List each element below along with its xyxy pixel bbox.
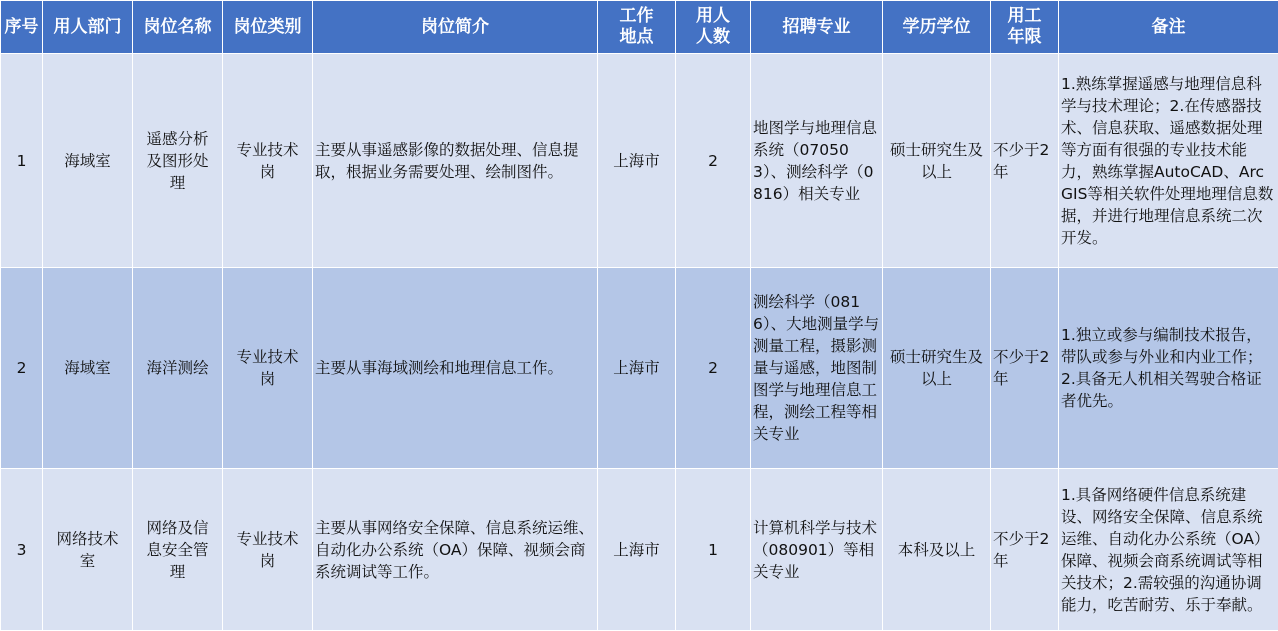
- cell-major: 计算机科学与技术（080901）等相关专业: [751, 469, 883, 631]
- cell-intro: 主要从事网络安全保障、信息系统运维、自动化办公系统（OA）保障、视频会商系统调试等工作。: [313, 469, 598, 631]
- cell-location: 上海市: [598, 54, 676, 268]
- header-row: [1, 1, 1278, 54]
- header-education: 学历学位: [883, 1, 991, 54]
- cell-note: 1.具备网络硬件信息系统建设、网络安全保障、信息系统运维、自动化办公系统（OA）保障、视频会商系统调试等相关技术；2.需较强的沟通协调能力，吃苦耐劳、乐于奉献。: [1059, 469, 1278, 631]
- cell-note: 1.独立或参与编制技术报告，带队或参与外业和内业工作；2.具备无人机相关驾驶合格证者优先。: [1059, 268, 1278, 469]
- cell-dept: 网络技术室: [43, 469, 133, 631]
- cell-education: 硕士研究生及以上: [883, 268, 991, 469]
- cell-seq: 3: [1, 469, 43, 631]
- cell-seq: 1: [1, 54, 43, 268]
- cell-count: 2: [676, 54, 751, 268]
- cell-dept: 海域室: [43, 54, 133, 268]
- table-row: [1, 268, 1278, 469]
- cell-years: 不少于2年: [991, 54, 1059, 268]
- cell-major: 测绘科学（0816）、大地测量学与测量工程，摄影测量与遥感，地图制图学与地理信息工程，测绘工程等相关专业: [751, 268, 883, 469]
- header-seq: 序号: [1, 1, 43, 54]
- header-note: 备注: [1059, 1, 1278, 54]
- cell-note: 1.熟练掌握遥感与地理信息科学与技术理论；2.在传感器技术、信息获取、遥感数据处理等方面有很强的专业技术能力，熟练掌握AutoCAD、ArcGIS等相关软件处理地理信息数据，并进行地理信息系统二次开发。: [1059, 54, 1278, 268]
- header-position-type: 岗位类别: [223, 1, 313, 54]
- header-years: 用工 年限: [991, 1, 1059, 54]
- cell-education: 硕士研究生及以上: [883, 54, 991, 268]
- header-dept: 用人部门: [43, 1, 133, 54]
- cell-seq: 2: [1, 268, 43, 469]
- cell-intro: 主要从事海域测绘和地理信息工作。: [313, 268, 598, 469]
- cell-location: 上海市: [598, 268, 676, 469]
- cell-intro: 主要从事遥感影像的数据处理、信息提取，根据业务需要处理、绘制图件。: [313, 54, 598, 268]
- header-intro: 岗位简介: [313, 1, 598, 54]
- header-major: 招聘专业: [751, 1, 883, 54]
- cell-years: 不少于2年: [991, 268, 1059, 469]
- cell-position-type: 专业技术岗: [223, 268, 313, 469]
- cell-count: 1: [676, 469, 751, 631]
- cell-position-name: 遥感分析及图形处理: [133, 54, 223, 268]
- cell-location: 上海市: [598, 469, 676, 631]
- table-row: [1, 469, 1278, 631]
- cell-education: 本科及以上: [883, 469, 991, 631]
- cell-position-type: 专业技术岗: [223, 469, 313, 631]
- header-location: 工作 地点: [598, 1, 676, 54]
- table-row: [1, 54, 1278, 268]
- cell-count: 2: [676, 268, 751, 469]
- cell-major: 地图学与地理信息系统（070503）、测绘科学（0816）相关专业: [751, 54, 883, 268]
- cell-position-name: 海洋测绘: [133, 268, 223, 469]
- header-count: 用人 人数: [676, 1, 751, 54]
- header-position-name: 岗位名称: [133, 1, 223, 54]
- cell-dept: 海域室: [43, 268, 133, 469]
- cell-position-name: 网络及信息安全管理: [133, 469, 223, 631]
- cell-years: 不少于2年: [991, 469, 1059, 631]
- cell-position-type: 专业技术岗: [223, 54, 313, 268]
